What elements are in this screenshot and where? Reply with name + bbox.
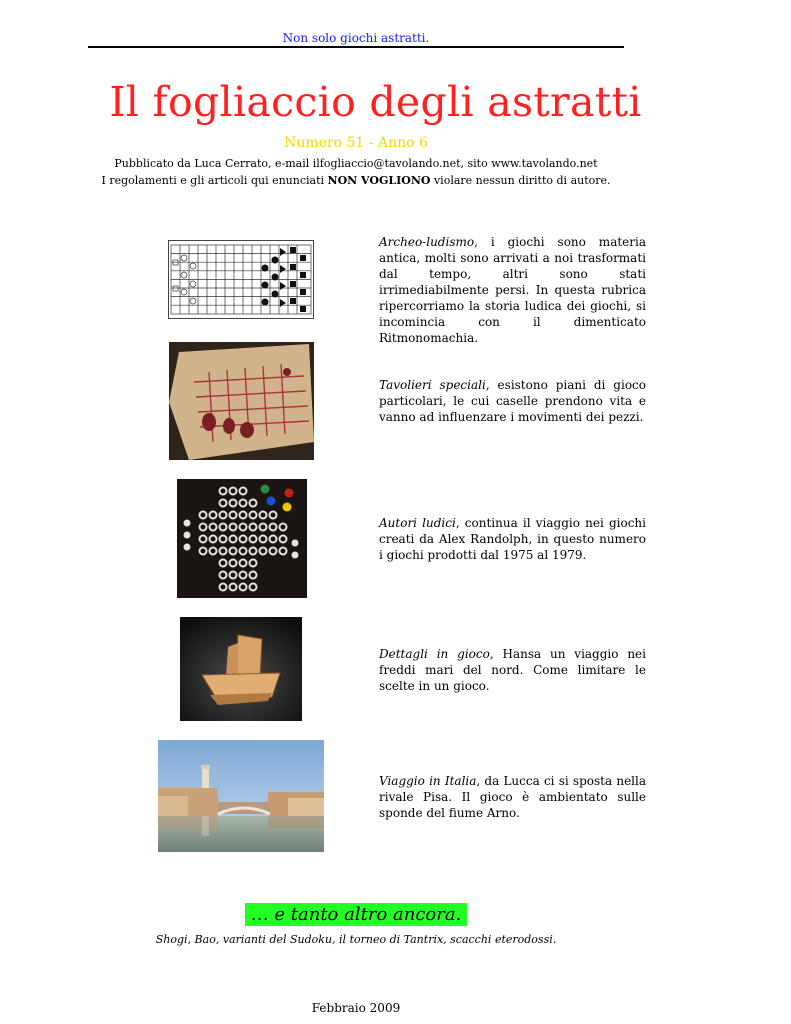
special-board-image [169,342,314,460]
article-text: , continua il viaggio nei giochi creati da Alex Randolph, in questo numero i giochi prodotti dal 1975 al 1979. [379,516,646,562]
issue-date: Febbraio 2009 [311,1001,401,1015]
pisa-river-image [158,740,324,852]
randolph-board-image [177,479,307,598]
publisher-line: Pubblicato da Luca Cerrato, e-mail ilfogliaccio@tavolando.net, sito www.tavolando.net [114,157,598,170]
article-text: , i giochi sono materia antica, molti sono arrivati a noi trasformati dal tempo, altri sono stati irrimediabilmente persi. In questa rubrica ripercorriamo la storia ludica dei giochi, si incomincia con il dimenticato Ritmonomachia. [379,235,646,345]
article-text: , da Lucca ci si sposta nella rivale Pisa. Il gioco è ambientato sulle sponde del fiume Arno. [379,774,646,820]
article-section-title: Tavolieri speciali [379,378,486,392]
more-content-banner: … e tanto altro ancora. [245,903,467,926]
article-section-title: Dettagli in gioco [379,647,490,661]
rights-line [0,174,712,187]
rights-text-after: violare nessun diritto di autore. [430,174,611,187]
article-section-title: Autori ludici [379,516,456,530]
header-link[interactable]: Non solo giochi astratti. [282,31,430,45]
article-autori-ludici [379,515,646,563]
page-title: Il fogliaccio degli astratti [109,78,642,126]
article-text: , esistono piani di gioco particolari, le cui caselle prendono vita e vanno ad influenzare i movimenti dei pezzi. [379,378,646,424]
more-content-details: Shogi, Bao, varianti del Sudoku, il torneo di Tantrix, scacchi eterodossi. [155,933,557,946]
article-archeo-ludismo [379,234,646,346]
article-section-title: Viaggio in Italia [379,774,477,788]
rights-text-before: I regolamenti e gli articoli qui enunciati [101,174,328,187]
hansa-ship-image [180,617,302,721]
header-rule [88,46,624,48]
ritmonomachia-board-image [168,240,314,319]
issue-number: Numero 51 - Anno 6 [284,135,428,151]
article-text: , Hansa un viaggio nei freddi mari del nord. Come limitare le scelte in un gioco. [379,647,646,693]
article-tavolieri-speciali [379,377,646,425]
rights-text-bold: NON VOGLIONO [327,174,431,187]
article-section-title: Archeo-ludismo [379,235,475,249]
article-dettagli-in-gioco [379,646,646,694]
article-viaggio-in-italia [379,773,646,821]
